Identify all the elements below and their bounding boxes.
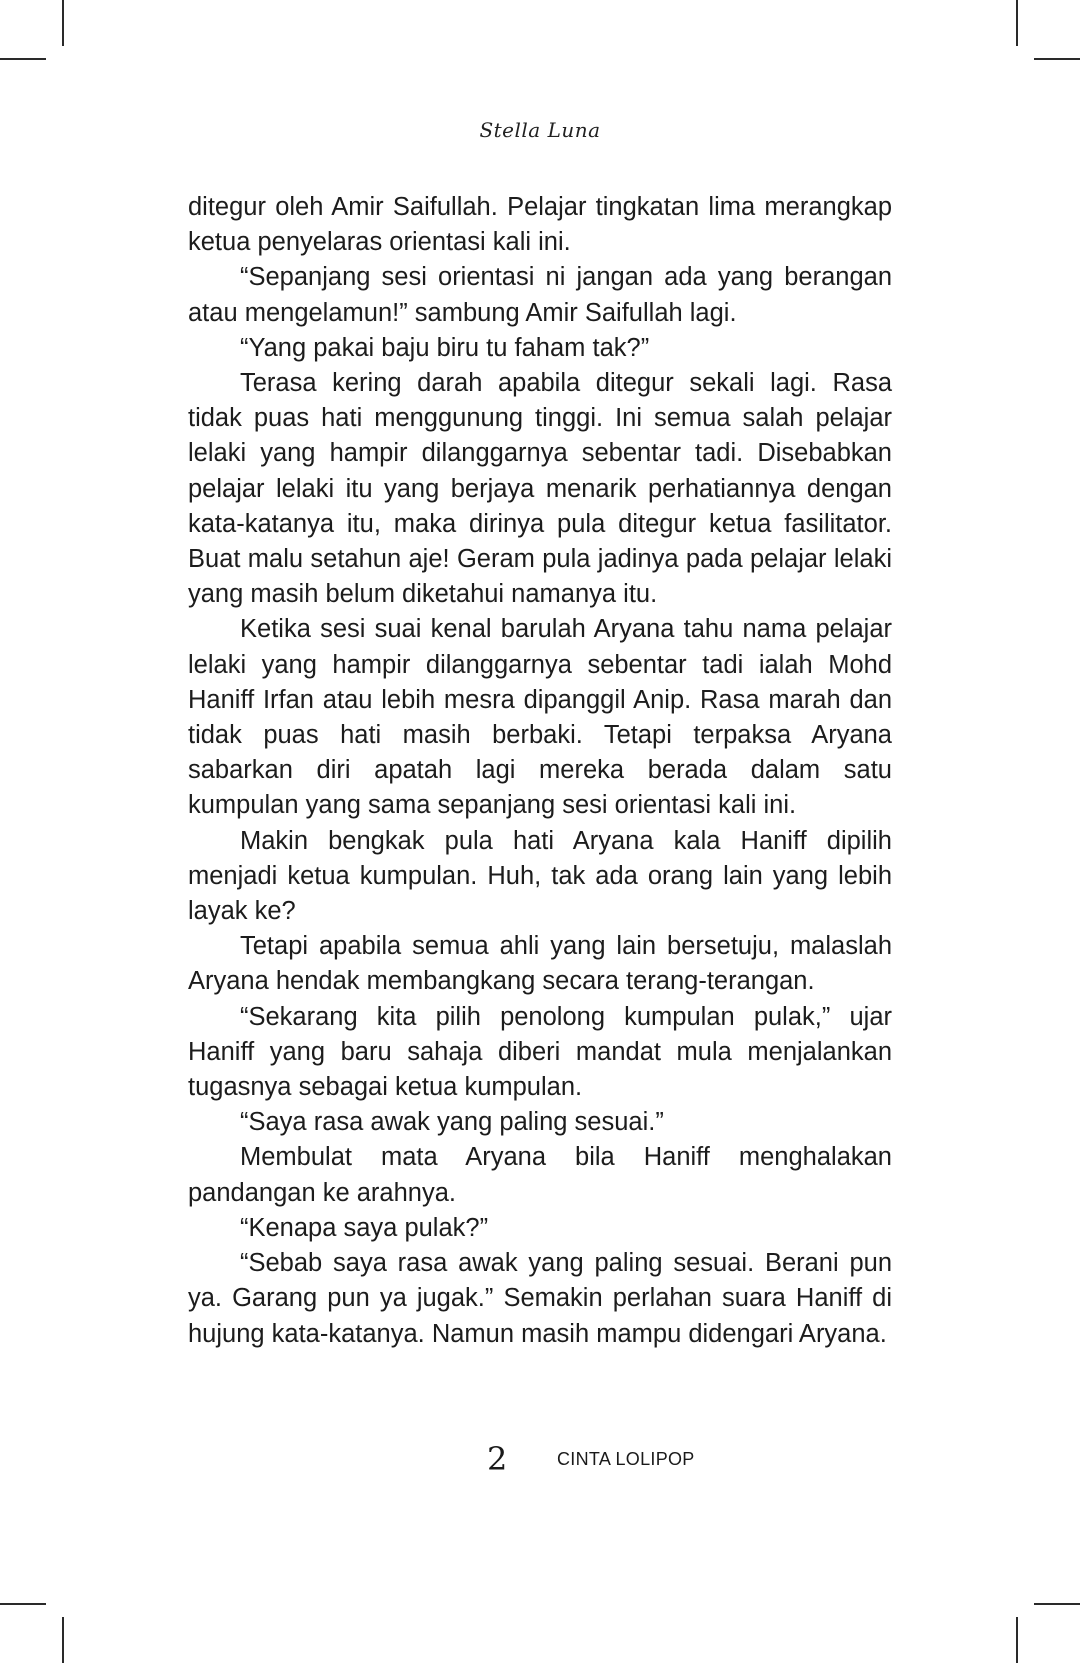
crop-mark-top-left-vertical <box>62 0 64 46</box>
crop-mark-bottom-left-horizontal <box>0 1603 46 1605</box>
paragraph: “Kenapa saya pulak?” <box>240 1213 489 1242</box>
paragraph: “Saya rasa awak yang paling sesuai.” <box>240 1108 664 1137</box>
book-title: CINTA LOLIPOP <box>557 1449 695 1469</box>
paragraph: Ketika sesi suai kenal barulah Aryana tahu nama pelajar lelaki yang hampir dilanggarnya sebentar tadi ialah Mohd Haniff Irfan atau lebih mesra dipanggil Anip. Rasa marah dan tidak puas hati masih berbaki. Tetapi terpaksa Aryana sabarkan diri apatah lagi mereka berada dalam satu kumpulan yang sama sepanjang sesi orientasi kali ini. <box>188 615 892 820</box>
crop-mark-top-left-horizontal <box>0 58 46 60</box>
paragraph: Terasa kering darah apabila ditegur sekali lagi. Rasa tidak puas hati menggunung tinggi. Ini semua salah pelajar lelaki yang hampir dilanggarnya sebentar tadi. Disebabkan pelajar lelaki itu yang berjaya menarik perhatiannya dengan kata-katanya itu, maka dirinya pula ditegur ketua fasilitator. Buat malu setahun aje! Geram pula jadinya pada pelajar lelaki yang masih belum diketahui namanya itu. <box>188 369 892 609</box>
running-header-author: Stella Luna <box>479 118 601 142</box>
crop-mark-bottom-right-horizontal <box>1034 1603 1080 1605</box>
crop-mark-bottom-left-vertical <box>62 1617 64 1663</box>
paragraph: Membulat mata Aryana bila Haniff menghalakan pandangan ke arahnya. <box>188 1143 892 1207</box>
paragraph: “Sekarang kita pilih penolong kumpulan pulak,” ujar Haniff yang baru sahaja diberi mandat mula menjalankan tugasnya sebagai ketua kumpulan. <box>188 1002 892 1102</box>
paragraph: “Sebab saya rasa awak yang paling sesuai. Berani pun ya. Garang pun ya jugak.” Semakin perlahan suara Haniff di hujung kata-katanya. Namun masih mampu didengari Aryana. <box>188 1249 892 1348</box>
page-footer <box>0 1440 1080 1480</box>
body-text <box>188 190 892 1352</box>
paragraph: “Yang pakai baju biru tu faham tak?” <box>240 333 650 362</box>
paragraph: Tetapi apabila semua ahli yang lain bersetuju, malaslah Aryana hendak membangkang secara terang-terangan. <box>188 932 892 996</box>
paragraph: ditegur oleh Amir Saifullah. Pelajar tingkatan lima merangkap ketua penyelaras orientasi kali ini. <box>188 193 892 257</box>
crop-mark-bottom-right-vertical <box>1016 1617 1018 1663</box>
paragraph: “Sepanjang sesi orientasi ni jangan ada yang berangan atau mengelamun!” sambung Amir Saifullah lagi. <box>188 263 892 327</box>
page-number: 2 <box>487 1440 508 1478</box>
crop-mark-top-right-vertical <box>1016 0 1018 46</box>
crop-mark-top-right-horizontal <box>1034 58 1080 60</box>
paragraph: Makin bengkak pula hati Aryana kala Haniff dipilih menjadi ketua kumpulan. Huh, tak ada orang lain yang lebih layak ke? <box>188 826 892 926</box>
